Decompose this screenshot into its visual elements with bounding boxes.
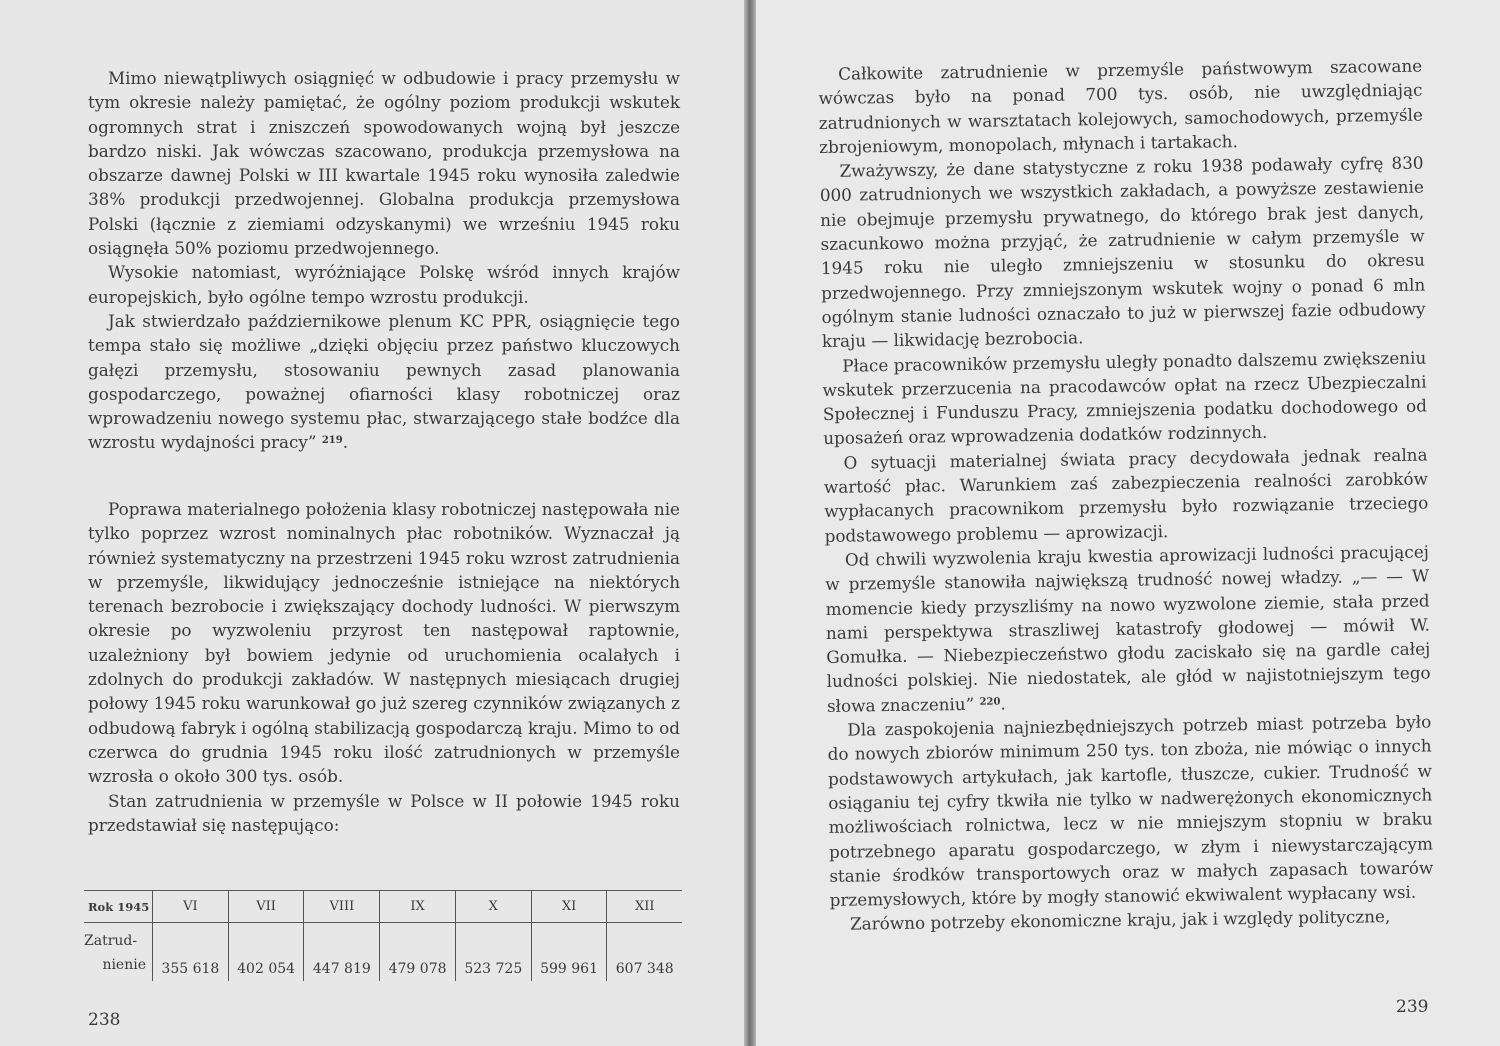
page-number: 238 xyxy=(88,1010,121,1030)
table-month-cell: VIII xyxy=(304,891,380,923)
table-value-cell: 607 348 xyxy=(607,923,682,981)
paragraph: Mimo niewątpliwych osiągnięć w odbudowie i pracy przemysłu w tym okresie należy pamiętać, że ogólny poziom produkcji wskutek ogromnych strat i zniszczeń spowodowanych wojną był jeszcze bardzo niski. Jak wówczas szacowano, produkcja przemysłowa na obszarze dawnej Polski w III kwartale 1945 roku wynosiła zaledwie 38% produkcji przedwojennej. Globalna produkcja przemysłowa Polski (łącznie z ziemiami odzyskanymi) we wrześniu 1945 roku osiągnęła 50% poziomu przedwojennego. xyxy=(88,68,680,259)
right-text-section xyxy=(818,54,1434,937)
quote-text: Od chwili wyzwolenia kraju kwestia aprowizacji ludności pracującej w przemyśle stanowiła największą trudność nowej władzy. „— — W momencie kiedy przyszliśmy na nowo wyzwolone ziemie, stała przed nami perspektywa straszliwej katastrofy głodowej — mówił W. Gomułka. — Niebezpieczeństwo głodu zaciskało się na gardle całej ludności polskiej. Nie niedostatek, ale głód w najistotniejszym tego słowa znaczeniu” xyxy=(825,541,1431,716)
table-row xyxy=(84,923,682,981)
left-page xyxy=(0,0,746,1046)
table-month-cell: VII xyxy=(228,891,304,923)
table-month-cell: XI xyxy=(531,891,607,923)
table-header-row xyxy=(84,891,682,923)
row-label-line: nienie xyxy=(102,956,146,973)
table-value-cell: 523 725 xyxy=(455,923,531,981)
paragraph: Dla zaspokojenia najniezbędniejszych potrzeb miast potrzeba było do nowych zbiorów minimum 250 tys. ton zboża, nie mówiąc o innych podstawowych artykułach, jak kartofle, tłuszcze, cukier. Trudność w osiąganiu tej cyfry tkwiła nie tylko w nadwerężonych ekonomicznych możliwościach rolnictwa, lecz w nie mniejszym stopniu w braku potrzebnego aparatu gospodarczego, w złym i niewystarczającym stanie środków transportowych oraz w małych zapasach towarów przemysłowych, które by mogły stanowić ekwiwalent wypłacany wsi. xyxy=(827,711,1434,911)
footnote-tail: . xyxy=(1000,693,1006,714)
table-month-cell: X xyxy=(455,891,531,923)
table-row-label xyxy=(84,923,153,981)
left-text-section-1 xyxy=(88,66,680,455)
page-number: 239 xyxy=(1396,997,1429,1017)
row-label-line: Zatrud- xyxy=(84,932,138,949)
table-month-cell: XII xyxy=(607,891,682,923)
footnote-ref[interactable]: 220 xyxy=(979,696,1001,708)
paragraph: Zważywszy, że dane statystyczne z roku 1938 podawały cyfrę 830 000 zatrudnionych we wszystkich zakładach, a powyższe zestawienie nie obejmuje przemysłu prywatnego, do którego brak jest danych, szacunkowo można przyjąć, że zatrudnienie w całym przemyśle w 1945 roku nie uległo zmniejszeniu w stosunku do okresu przedwojennego. Przy zmniejszonym wskutek wojny o ponad 6 mln ogólnym stanie ludności oznaczało to już w pierwszej fazie odbudowy kraju — likwidację bezrobocia. xyxy=(819,152,1426,352)
table-month-cell: IX xyxy=(380,891,456,923)
paragraph: O sytuacji materialnej świata pracy decydowała jednak realna wartość płac. Warunkiem zaś zabezpieczenia realności zarobków wypłacanych pracownikom przemysłu było rozwiązanie trzeciego podstawowego problemu — aprowizacji. xyxy=(823,444,1429,546)
left-text-section-2 xyxy=(88,497,680,837)
table-row-header: Rok 1945 xyxy=(88,899,150,914)
right-page xyxy=(756,0,1500,1046)
paragraph: Płace pracowników przemysłu uległy ponadto dalszemu zwiększeniu wskutek przerzucenia na pracodawców opłat na rzecz Ubezpieczalni Społecznej i Funduszu Pracy, zmniejszenia podatku dochodowego od uposażeń oraz wprowadzenia dodatków rodzinnych. xyxy=(822,347,1427,449)
paragraph: Całkowite zatrudnienie w przemyśle państwowym szacowane wówczas było na ponad 700 tys. osób, nie uwzględniając zatrudnionych w warsztatach kolejowych, samochodowych, przemyśle zbrojeniowym, monopolach, młynach i tartakach. xyxy=(818,55,1423,157)
employment-table xyxy=(84,890,682,981)
paragraph: Poprawa materialnego położenia klasy robotniczej następowała nie tylko poprzez wzrost nominalnych płac robotników. Wyznaczał ją również systematyczny na przestrzeni 1945 roku wzrost zatrudnienia w przemyśle, likwidujący jednocześnie istniejące na niektórych terenach bezrobocie i zwiększający dochody ludności. W pierwszym okresie po wyzwoleniu przyrost ten następował raptownie, uzależniony był bowiem jedynie od uruchomienia ocalałych i zdolnych do produkcji zakładów. W następnych miesiącach drugiej połowy 1945 roku warunkował go już szereg czynników związanych z odbudową fabryk i ogólną stabilizacją gospodarczą kraju. Mimo to od czerwca do grudnia 1945 roku ilość zatrudnionych w przemyśle wzrosła o około 300 tys. osób. xyxy=(88,499,681,787)
table-value-cell: 599 961 xyxy=(531,923,607,981)
table-value-cell: 402 054 xyxy=(228,923,304,981)
paragraph: Wysokie natomiast, wyróżniające Polskę wśród innych krajów europejskich, było ogólne tempo wzrostu produkcji. xyxy=(88,262,680,307)
table-month-cell: VI xyxy=(153,891,229,923)
paragraph xyxy=(825,539,1431,717)
footnote-tail: . xyxy=(342,432,349,453)
paragraph: Zarówno potrzeby ekonomiczne kraju, jak i względy polityczne, xyxy=(849,906,1391,935)
paragraph: Stan zatrudnienia w przemyśle w Polsce w II połowie 1945 roku przedstawiał się następująco: xyxy=(88,790,680,835)
paragraph xyxy=(88,309,680,455)
table-value-cell: 355 618 xyxy=(153,923,229,981)
footnote-ref[interactable]: 219 xyxy=(321,435,343,447)
table-value-cell: 447 819 xyxy=(304,923,380,981)
quote-text: Jak stwierdzało październikowe plenum KC PPR, osiągnięcie tego tempa stało się możliwe „dzięki objęciu przez państwo kluczowych gałęzi przemysłu, stosowaniu pewnych zasad planowania gospodarczego, poważnej ofiarności klasy robotniczej oraz wprowadzeniu nowego systemu płac, stwarzającego stałe bodźce dla wzrostu wydajności pracy” xyxy=(88,310,680,453)
table-value-cell: 479 078 xyxy=(380,923,456,981)
